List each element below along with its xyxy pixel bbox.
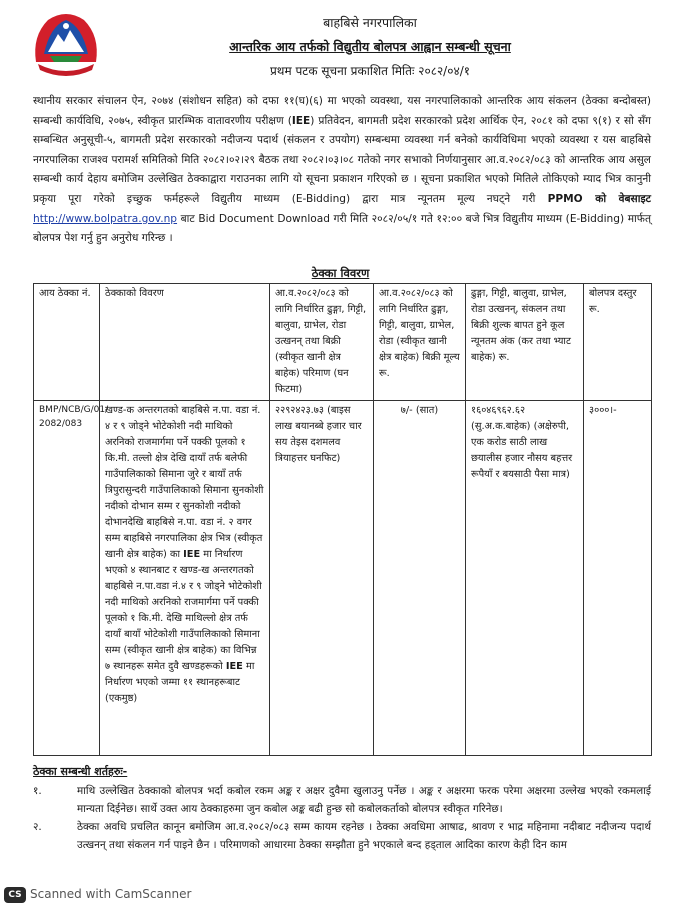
cell-fee: ३०००।- [584, 401, 652, 756]
header-unit-price: आ.व.२०८२/०८३ को लागि निर्धारित ढुङ्गा, गिट्टी, बालुवा, ग्राभेल, रोडा (स्वीकृत खानी क्षेत्र बाहेक) बिक्री मूल्य रू. [374, 284, 466, 401]
intro-text-2: ) प्रतिवेदन, बागमती प्रदेश सरकारको प्रदेश आर्थिक ऐन, २०८१ को दफा ९(१) र सो सँग सम्बन्धित अनुसूची-५, बागमती प्रदेश सरकारको नदीजन्य पदार्थ (संकलन र उपयोग) सम्बन्धमा व्यवस्था गर्न बनेको कार्यविधिमा भएको व्यवस्था र यस बाहबिसे नगरपालिका राजश्व परामर्श समितिको मिति २०८२।०२।२९ बैठक तथा २०८२।०३।०८ गतेको नगर सभाको निर्णयानुसार आ.व.२०८२/०८३ को आन्तरिक आय असुल सम्बन्धी कार्य देहाय बमोजिम उल्लेखित ठेक्काद्वारा गराउनका लागि यो सूचना प्रकाशन गरिएको छ । सूचना प्रकाशित भएको मितिले तोकिएको म्याद भित्र कानुनी प्रकृया पूरा गरेको इच्छुक फर्महरूले विद्युतीय माध्यम (E-Bidding) द्वारा मात्र न्यूनतम मूल्य नघट्ने गरी [33, 114, 652, 205]
table-row [34, 401, 652, 756]
condition-text: ठेक्का अवधि प्रचलित कानून बमोजिम आ.व.२०८२/०८३ सम्म कायम रहनेछ । ठेक्का अवधिमा आषाढ, श्रावण र भाद्र महिनामा नदीबाट नदीजन्य पदार्थ उत्खनन् तथा संकलन गर्न पाइने छैन । परिमाणको आधारमा ठेक्का सम्झौता हुने भएकाले बन्द हड्ताल आदिका कारण केही दिन काम [77, 821, 651, 851]
publish-date: प्रथम पटक सूचना प्रकाशित मितिः २०८२/०४/१ [269, 64, 470, 78]
intro-text-3: बाट [177, 212, 199, 225]
table-title: ठेक्का विवरण [311, 266, 370, 280]
condition-item [33, 818, 651, 854]
condition-item [33, 782, 651, 818]
contract-table [33, 283, 652, 756]
intro-paragraph [33, 92, 651, 249]
scanner-watermark: Scanned with CamScanner [30, 887, 192, 901]
header-total: ढुङ्गा, गिट्टी, बालुवा, ग्राभेल, रोडा उत्खनन्, संकलन तथा बिक्री शुल्क बापत हुने कूल न्यूनतम अंक (कर तथा भ्याट बाहेक) रू. [466, 284, 584, 401]
notice-title: आन्तरिक आय तर्फको विद्युतीय बोलपत्र आह्वान सम्बन्धी सूचना [229, 39, 511, 54]
condition-number: २. [33, 821, 42, 833]
nepal-emblem-icon [30, 8, 102, 78]
condition-number: १. [33, 785, 42, 797]
header-fee: बोलपत्र दस्तुर रू. [584, 284, 652, 401]
cell-contract-code: BMP/NCB/G/01/ 2082/083 [34, 401, 100, 756]
header-description: ठेक्काको विवरण [100, 284, 270, 401]
header-contract-no: आय ठेक्का नं. [34, 284, 100, 401]
intro-text-1: स्थानीय सरकार संचालन ऐन, २०७४ (संशोधन सहित) को दफा ११(घ)(६) मा भएको व्यवस्था, यस नगरपालिकाको आन्तरिक आय संकलन (ठेक्का बन्दोबस्त) सम्बन्धी कार्यविधि, २०७५, स्वीकृत प्रारम्भिक वातावरणीय परीक्षण ( [33, 95, 651, 127]
cell-description [100, 401, 270, 756]
iee-label: IEE [291, 114, 311, 127]
intro-text-4: गरी मिति २०८२/०५/१ गते १२:०० बजे भित्र विद्युतीय माध्यम (E-Bidding) मार्फत् बोलपत्र पेश गर्नु हुन अनुरोध गरिन्छ । [33, 212, 651, 245]
cell-quantity: २२९२४२३.७३ (बाइस लाख बयानब्बे हजार चार सय तेइस दशमलव त्रियाहत्तर घनफिट) [270, 401, 374, 756]
description-part-a: खण्ड-क अन्तरगतको बाहबिसे न.पा. वडा नं. ४ र ९ जोड्ने भोटेकोशी नदी माथिको अरनिको राजमार्गमा पर्ने पक्की पूलको १ कि.मी. तल्लो क्षेत्र देखि दायाँ तर्फ बलेफी गाउँपालिकाको सिमाना जुरे र बायाँ तर्फ त्रिपुरासुन्दरी गाउँपालिकाको सिमाना सुनकोशी नदीको दोभान सम्म र सुनकोशी नदीको दोभानदेखि बाहबिसे न.पा. वडा नं. २ वगर सम्म बाहबिसे नगरपालिका क्षेत्र भित्र (स्वीकृत खानी क्षेत्र बाहेक) का [105, 405, 264, 560]
description-iee-2: IEE [225, 661, 243, 672]
ppmo-label: PPMO को वेबसाइट [547, 192, 651, 205]
table-header-row [34, 284, 652, 401]
description-part-b: मा निर्धारण भएको ४ स्थानबाट र खण्ड-ख अन्तरगतको बाहबिसे न.पा.वडा नं.४ र ९ जोड्ने भोटेकोशी नदी माथिको अरनिको राजमार्गमा पर्ने पक्की पूलको १ कि.मी. देखि माथिल्लो क्षेत्र तर्फ दायाँ बायाँ भोटेकोशी गाउँपालिकाको सिमाना सम्म (स्वीकृत खानी क्षेत्र बाहेक) का विभिन्न ७ स्थानहरू समेत दुवै खण्डहरूको [105, 549, 262, 672]
cell-unit-price: ७/- (सात) [374, 401, 466, 756]
header-quantity: आ.व.२०८२/०८३ को लागि निर्धारित ढुङ्गा, गिट्टी, बालुवा, ग्राभेल, रोडा उत्खनन् तथा बिक्री (स्वीकृत खानी क्षेत्र बाहेक) परिमाण (घन फिटमा) [270, 284, 374, 401]
description-part-c: मा निर्धारण भएको जम्मा ११ स्थानहरूबाट (एकमुष्ठ) [105, 661, 255, 704]
bid-download-label: Bid Document Download [198, 212, 330, 225]
bolpatra-link[interactable]: http://www.bolpatra.gov.np [33, 212, 178, 225]
description-iee-1: IEE [183, 549, 201, 560]
cell-total: १६०४६९६२.६२ (सु.अ.क.बाहेक) (अक्षेरुपी, एक करोड साठी लाख छयालीस हजार नौसय बहत्तर रूपैयाँ र बयसाठी पैसा मात्र) [466, 401, 584, 756]
conditions-heading: ठेक्का सम्बन्धी शर्तहरुः- [33, 765, 128, 778]
camscanner-logo-icon: CS [4, 887, 26, 903]
municipality-name: बाहबिसे नगरपालिका [323, 15, 417, 30]
condition-text: माथि उल्लेखित ठेक्काको बोलपत्र भर्दा कबोल रकम अङ्क र अक्षर दुवैमा खुलाउनु पर्नेछ । अङ्क र अक्षरमा फरक परेमा अक्षरमा उल्लेख भएको रकमलाई मान्यता दिईनेछ। सार्थे उक्त आय ठेक्काहरुमा जुन कबोल अङ्क बढी हुन्छ सो कबोलकर्ताको बोलपत्र स्वीकृत गरिनेछ। [77, 785, 651, 815]
